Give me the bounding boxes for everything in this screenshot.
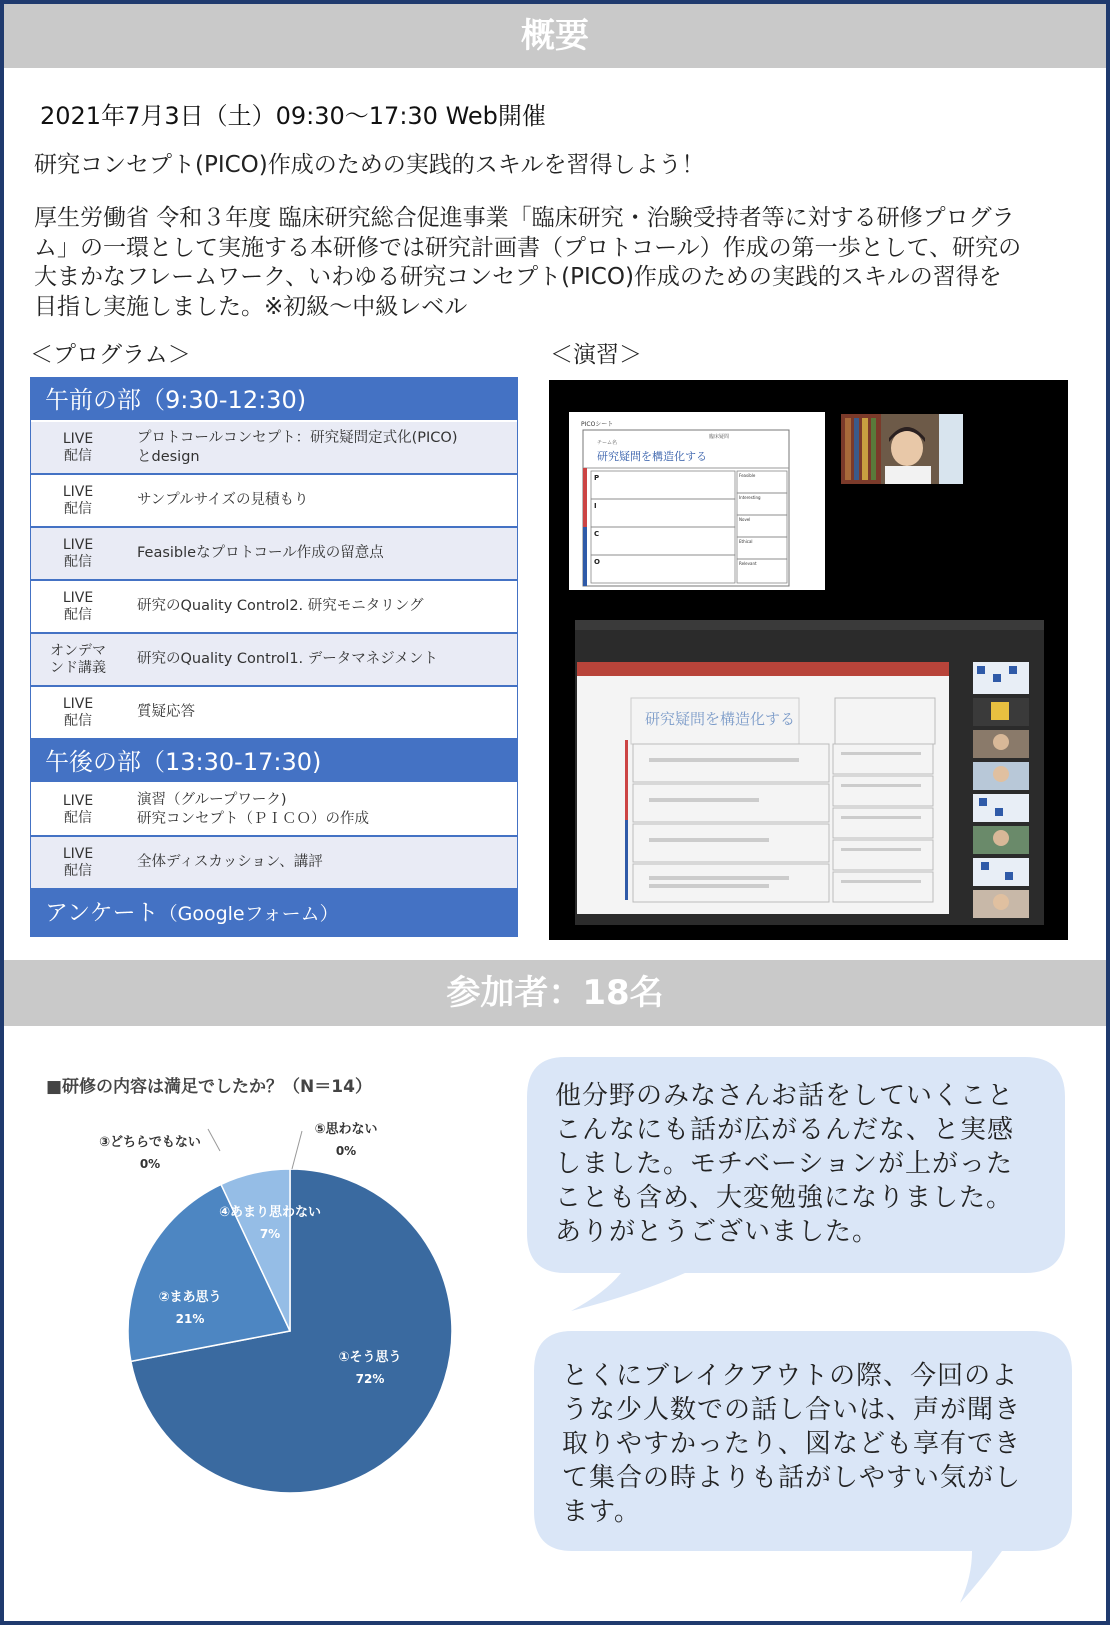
description-line: ム」の一環として実施する本研修では研究計画書（プロトコール）作成の第一歩として、研究の xyxy=(34,234,1022,261)
session-title: 研究のQuality Control1. データマネジメント xyxy=(137,651,438,667)
program-row xyxy=(31,528,517,581)
sheet-team: チーム名 xyxy=(597,440,618,446)
pie-label: ②まあ思う xyxy=(158,1290,222,1305)
program-row xyxy=(31,422,517,475)
event-description xyxy=(34,204,1094,322)
participants-header: 参加者：18名 xyxy=(4,960,1106,1026)
pie-value-label: 21% xyxy=(175,1312,205,1326)
svg-text:Ethical: Ethical xyxy=(739,539,753,544)
morning-heading: 午前の部（9:30-12:30) xyxy=(31,378,517,422)
session-title: 全体ディスカッション、講評 xyxy=(137,854,323,870)
exercise-screenshot xyxy=(549,380,1068,940)
survey-note: （Googleフォーム） xyxy=(158,903,339,925)
description-line: 大まかなフレームワーク、いわゆる研究コンセプト(PICO)作成のための実践的スキルの習得を xyxy=(34,264,1002,290)
program-row xyxy=(31,687,517,740)
afternoon-heading: 午後の部（13:30-17:30) xyxy=(31,740,517,784)
delivery-type: オンデマ ンド講義 xyxy=(50,642,106,676)
comment-bubble xyxy=(532,1329,1092,1609)
leader-line xyxy=(292,1131,302,1169)
shared-screen-image xyxy=(575,620,1044,925)
svg-text:Interesting: Interesting xyxy=(739,495,761,500)
pie-value-label: 0% xyxy=(139,1157,161,1171)
session-title: 演習（グループワーク) 研究コンセプト（ＰＩＣＯ）の作成 xyxy=(137,791,369,827)
delivery-type: LIVE 配信 xyxy=(62,792,94,826)
delivery-type: LIVE 配信 xyxy=(62,589,94,623)
sheet-title: 研究疑問を構造化する xyxy=(597,450,707,463)
description-line: 目指し実施しました。※初級〜中級レベル xyxy=(34,293,468,320)
pie-label: ③どちらでもない xyxy=(99,1135,201,1150)
sheet-note: 臨床疑問 xyxy=(709,434,730,440)
sheet-caption: PICOシート xyxy=(581,421,614,428)
svg-text:I: I xyxy=(594,502,597,510)
description-line: 厚生労働省 令和３年度 臨床研究総合促進事業「臨床研究・治験受持者等に対する研修プログラ xyxy=(34,205,1015,231)
event-date: 2021年7月3日（土）09:30〜17:30 Web開催 xyxy=(40,102,546,130)
svg-text:C: C xyxy=(594,530,600,538)
program-row xyxy=(31,837,517,890)
comment-text: 他分野のみなさんお話をしていくこと こんなにも話が広がるんだな、と実感 しました。モチベーションが上がった ことも含め、大変勉強になりました。 ありがとうございました。 xyxy=(555,1081,1015,1247)
session-title: 研究のQuality Control2. 研究モニタリング xyxy=(137,598,424,614)
delivery-type: LIVE 配信 xyxy=(62,845,94,879)
pico-sheet-image xyxy=(569,412,825,590)
chart-title: ■研修の内容は満足でしたか？（N＝14） xyxy=(46,1077,372,1097)
session-title: プロトコールコンセプト：研究疑問定式化(PICO) とdesign xyxy=(137,429,458,465)
delivery-type: LIVE 配信 xyxy=(62,483,94,517)
pie-label: ①そう思う xyxy=(338,1350,402,1365)
program-label: ＜プログラム＞ xyxy=(30,342,191,368)
program-row xyxy=(31,784,517,837)
svg-text:Novel: Novel xyxy=(739,517,751,522)
svg-text:Relevant: Relevant xyxy=(739,561,757,566)
exercise-label: ＜演習＞ xyxy=(550,342,642,368)
pie-value-label: 0% xyxy=(335,1144,357,1158)
program-row xyxy=(31,581,517,634)
survey-pie-chart xyxy=(64,1109,484,1513)
program-row xyxy=(31,634,517,687)
pie-value-label: 7% xyxy=(259,1227,281,1241)
program-table xyxy=(30,377,518,937)
comment-text: とくにブレイクアウトの際、今回のよ うな少人数での話し合いは、声が聞き 取りやすかったり、図なども享有でき て集合の時よりも話がしやすい気がし ます。 xyxy=(562,1361,1022,1527)
overview-header: 概要 xyxy=(4,4,1106,68)
survey-row xyxy=(31,890,517,936)
event-subtitle: 研究コンセプト(PICO)作成のための実践的スキルを習得しよう！ xyxy=(34,152,705,178)
session-title: 質疑応答 xyxy=(137,704,195,720)
comment-bubble xyxy=(525,1055,1085,1313)
survey-label: アンケート xyxy=(45,900,159,926)
screen-title: 研究疑問を構造化する xyxy=(645,710,796,728)
presenter-video xyxy=(841,414,963,484)
leader-line xyxy=(208,1129,220,1151)
session-title: サンプルサイズの見積もり xyxy=(137,492,309,508)
pie-value-label: 72% xyxy=(355,1372,385,1386)
pie-label: ④あまり思わない xyxy=(218,1205,322,1220)
program-row xyxy=(31,475,517,528)
svg-text:Feasible: Feasible xyxy=(739,473,756,478)
delivery-type: LIVE 配信 xyxy=(62,695,94,729)
svg-text:O: O xyxy=(594,558,600,566)
session-title: Feasibleなプロトコール作成の留意点 xyxy=(137,545,384,561)
svg-text:P: P xyxy=(594,474,600,482)
pie-label: ⑤思わない xyxy=(314,1122,378,1137)
delivery-type: LIVE 配信 xyxy=(62,536,94,570)
delivery-type: LIVE 配信 xyxy=(62,430,94,464)
